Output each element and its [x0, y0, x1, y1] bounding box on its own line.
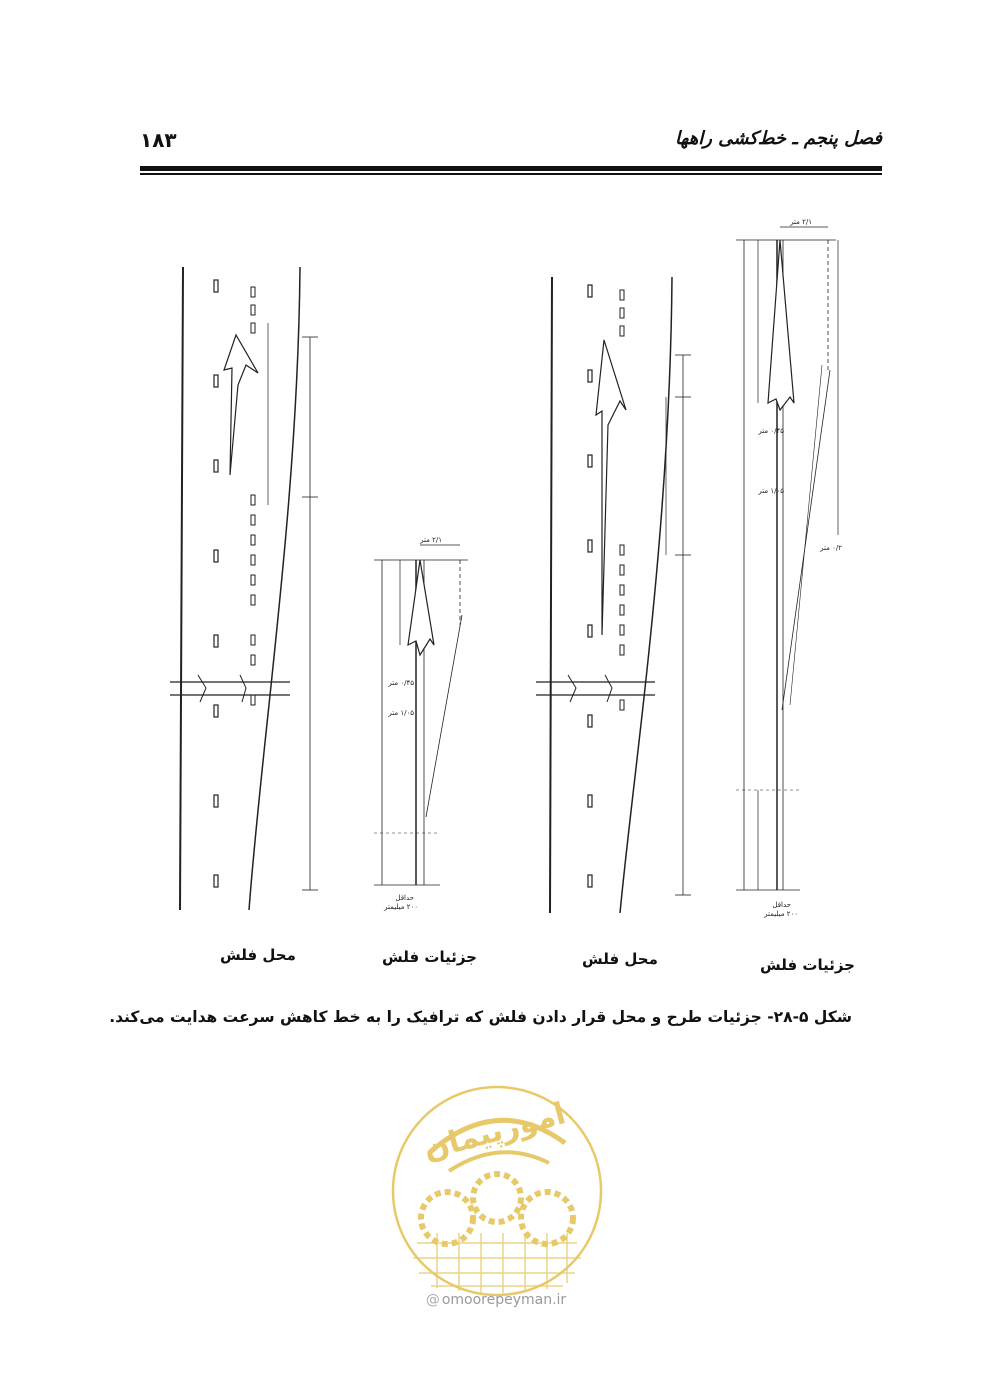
- chapter-title: فصل پنجم ـ خط‌کشی راهها: [674, 128, 882, 149]
- page-number: ۱۸۳: [140, 128, 177, 152]
- omoorepeyman-logo: [389, 1083, 605, 1299]
- panel-label-3: محل فلش: [582, 950, 658, 968]
- dim-label-width-2: ۲/۱ متر: [420, 536, 442, 544]
- page-header: [140, 128, 882, 154]
- dim-label-02-4: ۰/۲ متر: [820, 544, 842, 552]
- at-icon: @: [425, 1292, 440, 1308]
- watermark-site-text: omoorepeyman.ir: [441, 1292, 567, 1308]
- panel-label-2: جزئیات فلش: [382, 948, 477, 966]
- dim-label-105: ۱/۰۵ متر: [388, 709, 414, 717]
- watermark-site: [398, 1292, 594, 1308]
- header-rule-thin: [140, 173, 882, 175]
- dim-label-105-4: ۱/۰۵ متر: [758, 487, 784, 495]
- header-rule-thick: [140, 166, 882, 171]
- dim-label-min-2: حداقل: [395, 894, 414, 902]
- dim-label-min-4: حداقل: [772, 901, 791, 909]
- figure-caption: شکل ۵-۲۸- جزئیات طرح و محل قرار دادن فلش که ترافیک را به خط کاهش سرعت هدایت می‌کند.: [109, 1008, 852, 1026]
- dim-label-200mm-2: ۲۰۰ میلیمتر: [384, 903, 418, 911]
- logo-text: امورپیمان: [419, 1096, 570, 1168]
- dim-label-045: ۰/۴۵ متر: [388, 679, 414, 687]
- panel-label-1: محل فلش: [220, 946, 296, 964]
- dim-label-width-4: ۲/۱ متر: [790, 218, 812, 226]
- panel-label-4: جزئیات فلش: [760, 956, 855, 974]
- dim-label-200mm-4: ۲۰۰ میلیمتر: [764, 910, 798, 918]
- lane-diagram-svg: [150, 205, 870, 995]
- figure-diagram: [150, 205, 870, 995]
- dim-label-045-4: ۰/۴۵ متر: [758, 427, 784, 435]
